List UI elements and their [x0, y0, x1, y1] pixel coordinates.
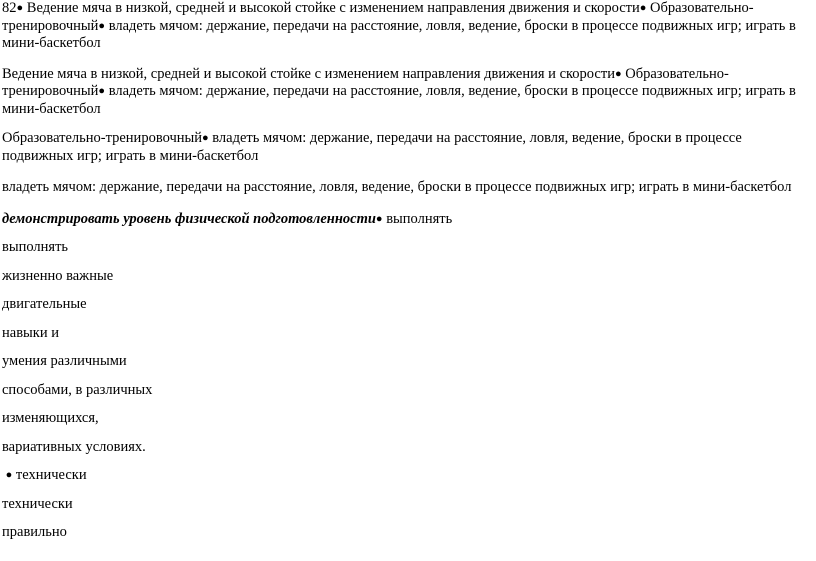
- paragraph-1-text-b: Образовательно-тренировочный: [2, 0, 754, 34]
- bullet-icon: ●: [98, 85, 106, 97]
- bullet-icon: ●: [16, 2, 24, 14]
- bullet-line: [2, 467, 814, 485]
- text-line: изменяющихся,: [2, 410, 99, 426]
- emphasis-text: демонстрировать уровень физической подготовленности: [2, 210, 376, 227]
- text-line: выполнять: [2, 239, 69, 255]
- paragraph-1-text-c: владеть мячом: держание, передачи на расстояние, ловля, ведение, броски в процессе подвижных игр; играть в мини-баскетбол: [2, 17, 796, 51]
- paragraph-2-text-a: Ведение мяча в низкой, средней и высокой стойке с изменением направления движения и скорости: [2, 65, 615, 82]
- paragraph-1: [2, 0, 814, 53]
- paragraph-3-text-a: Образовательно-тренировочный: [2, 130, 202, 146]
- item-number: 82: [2, 0, 17, 16]
- paragraph-1-text-a: Ведение мяча в низкой, средней и высокой стойке с изменением направления движения и скорости: [23, 0, 640, 16]
- bullet-icon: ●: [202, 132, 209, 144]
- text-line: умения различными: [2, 353, 127, 369]
- paragraph-4: владеть мячом: держание, передачи на расстояние, ловля, ведение, броски в процессе подвижных игр; играть в мини-баскетбол: [2, 179, 792, 195]
- paragraph-5: [2, 211, 814, 229]
- bullet-icon: ●: [5, 469, 13, 481]
- text-line: вариативных условиях.: [2, 438, 146, 455]
- bullet-line-text: технически: [12, 467, 87, 483]
- text-line: жизненно важные: [2, 267, 114, 284]
- text-line: правильно: [2, 524, 67, 540]
- text-line: способами, в различных: [2, 381, 153, 398]
- paragraph-2: [2, 66, 814, 119]
- paragraph-2-text-b: Образовательно-тренировочный: [2, 65, 729, 99]
- bullet-icon: ●: [98, 19, 106, 32]
- text-line: технически: [2, 495, 73, 512]
- paragraph-5-text: выполнять: [382, 210, 453, 227]
- text-line: навыки и: [2, 324, 59, 341]
- bullet-icon: ●: [375, 212, 383, 225]
- bullet-icon: ●: [614, 67, 622, 80]
- paragraph-3-text-b: владеть мячом: держание, передачи на расстояние, ловля, ведение, броски в процессе подвижных игр; играть в мини-баскетбол: [2, 130, 742, 164]
- paragraph-2-text-c: владеть мячом: держание, передачи на расстояние, ловля, ведение, броски в процессе подвижных игр; играть в мини-баскетбол: [2, 83, 796, 117]
- text-line: двигательные: [2, 296, 87, 312]
- paragraph-3: [2, 130, 814, 165]
- bullet-icon: ●: [639, 2, 647, 14]
